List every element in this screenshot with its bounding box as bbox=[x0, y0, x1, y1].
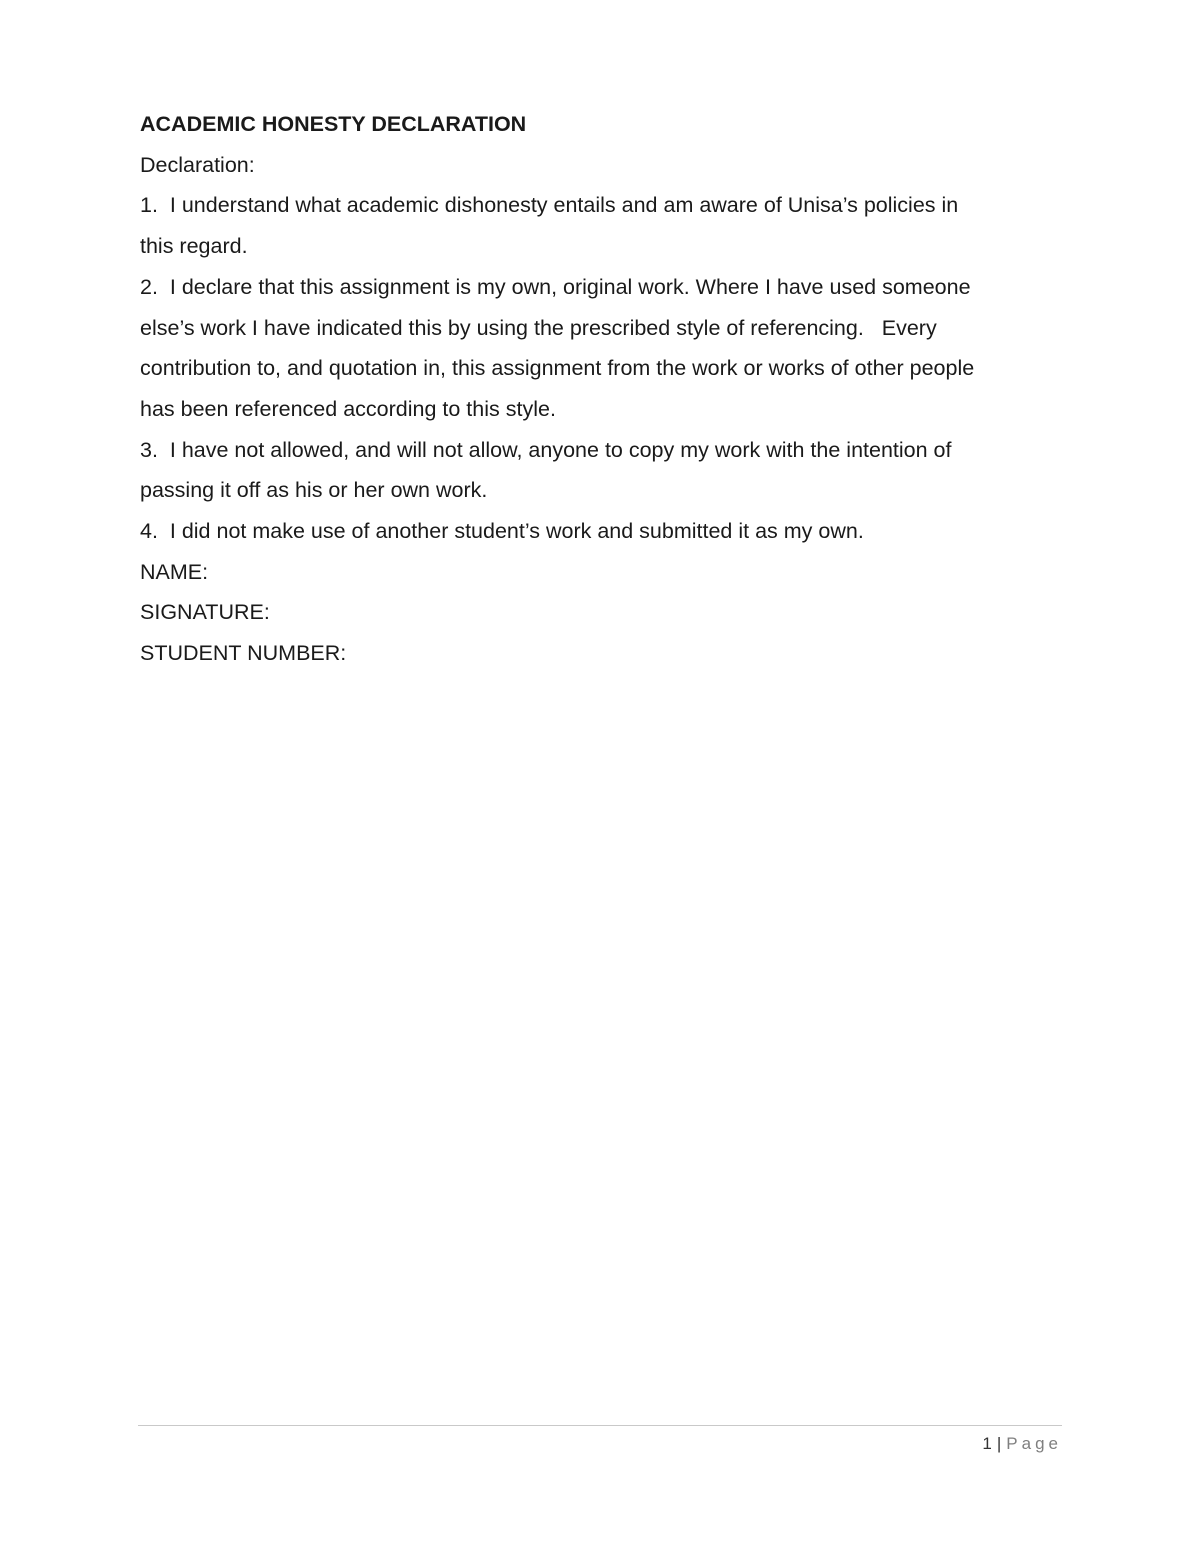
document-body bbox=[140, 104, 1070, 674]
declaration-line: 3. I have not allowed, and will not allow, anyone to copy my work with the intention of bbox=[140, 437, 952, 462]
declaration-intro: Declaration: bbox=[140, 152, 255, 177]
document-title: ACADEMIC HONESTY DECLARATION bbox=[140, 112, 527, 136]
page-word: Page bbox=[1006, 1434, 1062, 1453]
declaration-line: 2. I declare that this assignment is my own, original work. Where I have used someone bbox=[140, 274, 971, 299]
declaration-line: passing it off as his or her own work. bbox=[140, 478, 488, 503]
declaration-line: 4. I did not make use of another student’s work and submitted it as my own. bbox=[140, 519, 864, 544]
page-number: 1 bbox=[982, 1434, 992, 1453]
declaration-line: contribution to, and quotation in, this assignment from the work or works of other people bbox=[140, 356, 975, 381]
footer-separator: | bbox=[996, 1434, 1002, 1453]
signature-field-label: SIGNATURE: bbox=[140, 600, 270, 625]
declaration-line: this regard. bbox=[140, 234, 248, 259]
declaration-line: 1. I understand what academic dishonesty entails and am aware of Unisa’s policies in bbox=[140, 193, 959, 218]
page-footer bbox=[982, 1432, 1062, 1456]
student-number-field-label: STUDENT NUMBER: bbox=[140, 641, 347, 666]
name-field-label: NAME: bbox=[140, 559, 209, 584]
declaration-line: has been referenced according to this style. bbox=[140, 396, 556, 421]
declaration-line: else’s work I have indicated this by using the prescribed style of referencing. Every bbox=[140, 315, 937, 340]
footer-divider bbox=[138, 1425, 1062, 1426]
